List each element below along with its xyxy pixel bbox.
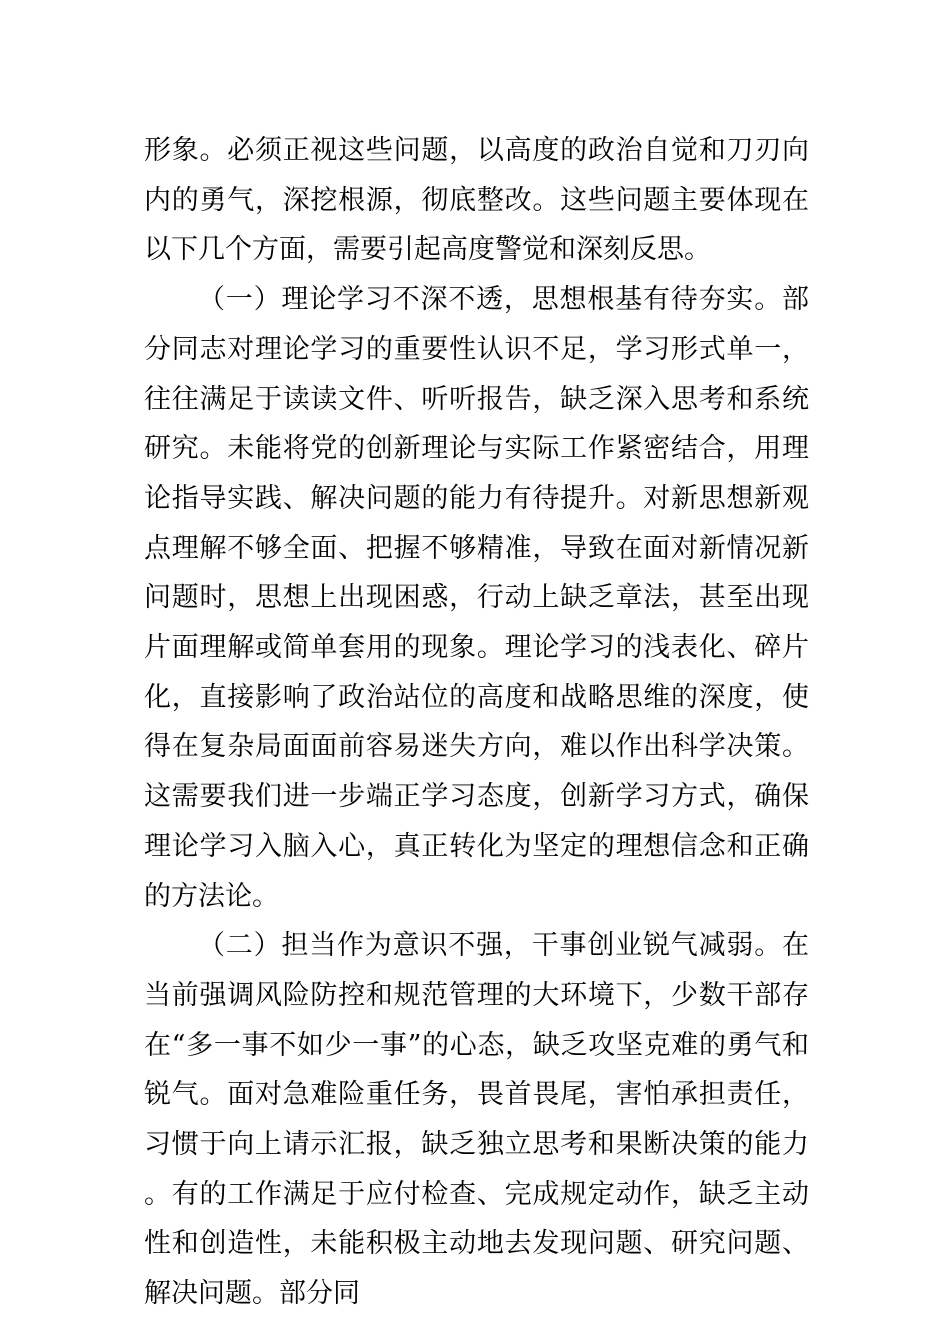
paragraph-continuation: 形象。必须正视这些问题，以高度的政治自觉和刀刃向内的勇气，深挖根源，彻底整改。这些问题主要体现在以下几个方面，需要引起高度警觉和深刻反思。: [144, 135, 809, 266]
paragraph-section-one: （一）理论学习不深不透，思想根基有待夯实。部分同志对理论学习的重要性认识不足，学习形式单一，往往满足于读读文件、听听报告，缺乏深入思考和系统研究。未能将党的创新理论与实际工作紧密结合，用理论指导实践、解决问题的能力有待提升。对新思想新观点理解不够全面、把握不够精准，导致在面对新情况新问题时，思想上出现困惑，行动上缺乏章法，甚至出现片面理解或简单套用的现象。理论学习的浅表化、碎片化，直接影响了政治站位的高度和战略思维的深度，使得在复杂局面面前容易迷失方向，难以作出科学决策。这需要我们进一步端正学习态度，创新学习方式，确保理论学习入脑入心，真正转化为坚定的理想信念和正确的方法论。: [144, 284, 809, 912]
paragraph-section-two: （二）担当作为意识不强，干事创业锐气减弱。在当前强调风险防控和规范管理的大环境下，少数干部存在“多一事不如少一事”的心态，缺乏攻坚克难的勇气和锐气。面对急难险重任务，畏首畏尾，害怕承担责任，习惯于向上请示汇报，缺乏独立思考和果断决策的能力。有的工作满足于应付检查、完成规定动作，缺乏主动性和创造性，未能积极主动地去发现问题、研究问题、解决问题。部分同: [144, 930, 809, 1310]
document-body: [144, 126, 809, 1319]
